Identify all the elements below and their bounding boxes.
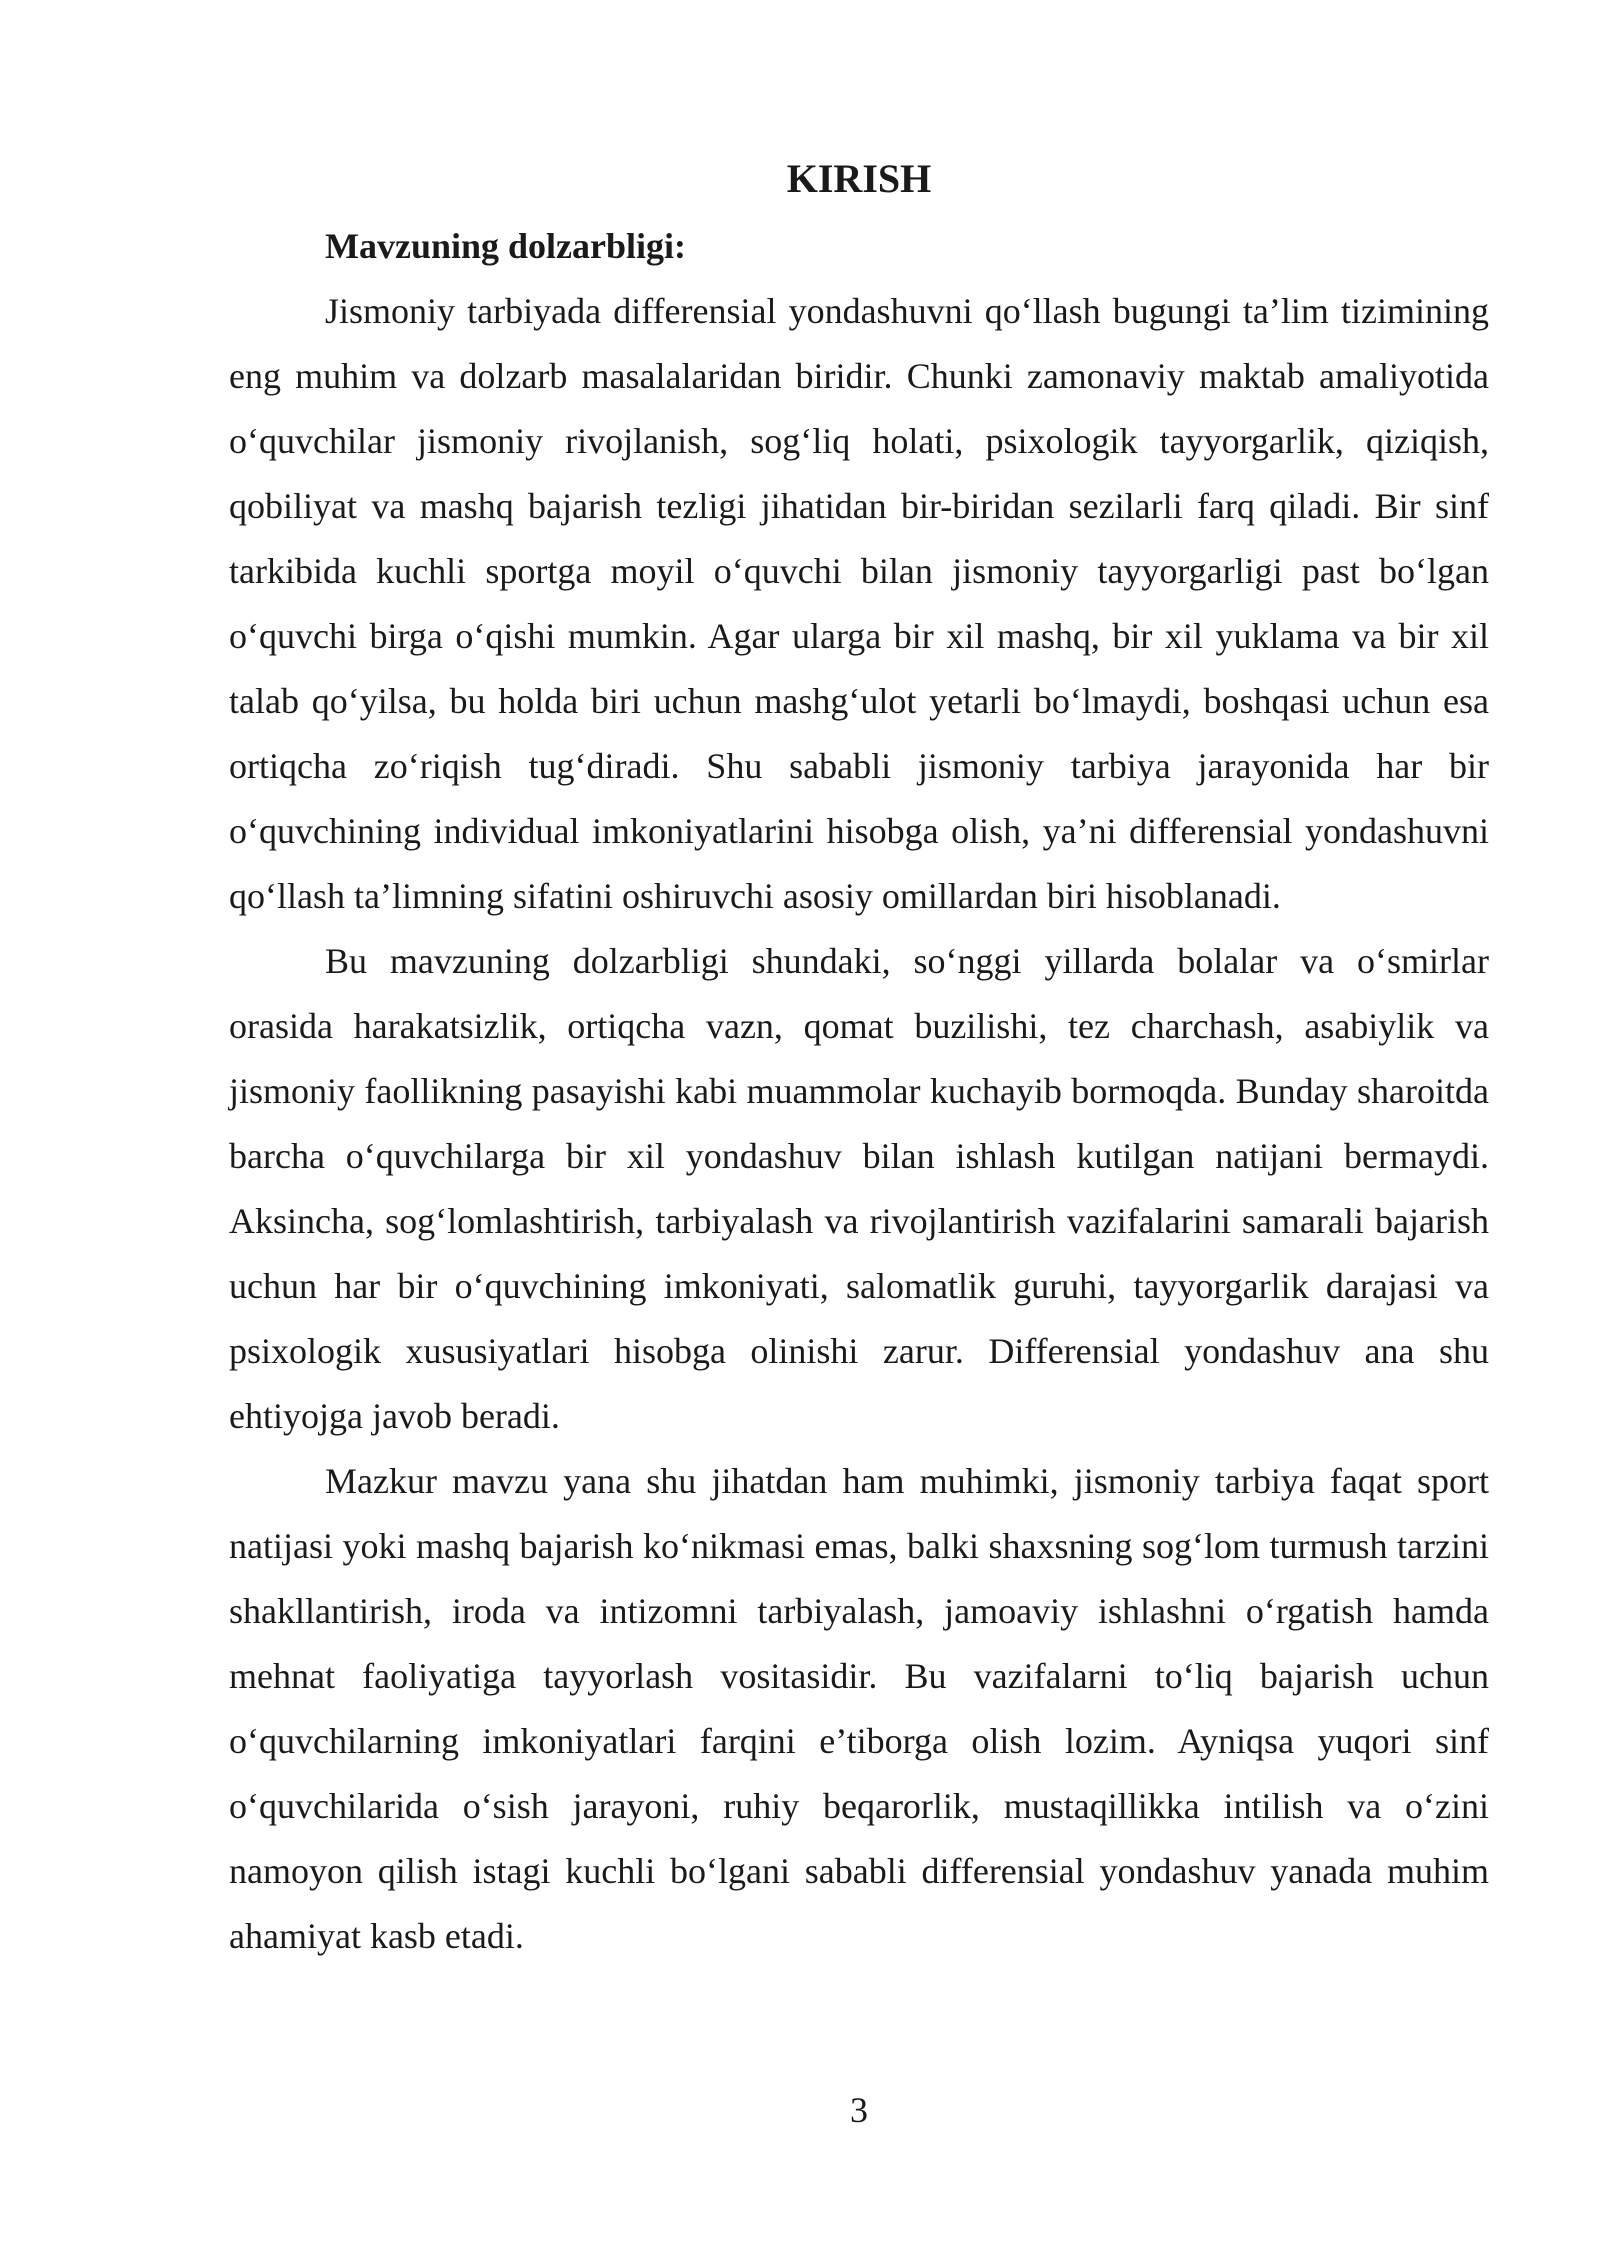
page-title: KIRISH: [786, 156, 932, 201]
page-content: [229, 150, 1489, 1969]
paragraph-2: Bu mavzuning dolzarbligi shundaki, so‘nggi yillarda bolalar va o‘smirlar orasida harakatsizlik, ortiqcha vazn, qomat buzilishi, tez charchash, asabiylik va jismoniy faollikning pasayishi kabi muammolar kuchayib bormoqda. Bunday sharoitda barcha o‘quvchilarga bir xil yondashuv bilan ishlash kutilgan natijani bermaydi. Aksincha, sog‘lomlashtirish, tarbiyalash va rivojlantirish vazifalarini samarali bajarish uchun har bir o‘quvchining imkoniyati, salomatlik guruhi, tayyorgarlik darajasi va psixologik xususiyatlari hisobga olinishi zarur. Differensial yondashuv ana shu ehtiyojga javob beradi.: [229, 941, 1489, 1436]
paragraph-3: Mazkur mavzu yana shu jihatdan ham muhimki, jismoniy tarbiya faqat sport natijasi yoki mashq bajarish ko‘nikmasi emas, balki shaxsning sog‘lom turmush tarzini shakllantirish, iroda va intizomni tarbiyalash, jamoaviy ishlashni o‘rgatish hamda mehnat faoliyatiga tayyorlash vositasidir. Bu vazifalarni to‘liq bajarish uchun o‘quvchilarning imkoniyatlari farqini e’tiborga olish lozim. Ayniqsa yuqori sinf o‘quvchilarida o‘sish jarayoni, ruhiy beqarorlik, mustaqillikka intilish va o‘zini namoyon qilish istagi kuchli bo‘lgani sababli differensial yondashuv yanada muhim ahamiyat kasb etadi.: [229, 1461, 1489, 1956]
paragraph-1: Jismoniy tarbiyada differensial yondashuvni qo‘llash bugungi ta’lim tizimining eng muhim va dolzarb masalalaridan biridir. Chunki zamonaviy maktab amaliyotida o‘quvchilar jismoniy rivojlanish, sog‘liq holati, psixologik tayyorgarlik, qiziqish, qobiliyat va mashq bajarish tezligi jihatidan bir-biridan sezilarli farq qiladi. Bir sinf tarkibida kuchli sportga moyil o‘quvchi bilan jismoniy tayyorgarligi past bo‘lgan o‘quvchi birga o‘qishi mumkin. Agar ularga bir xil mashq, bir xil yuklama va bir xil talab qo‘yilsa, bu holda biri uchun mashg‘ulot yetarli bo‘lmaydi, boshqasi uchun esa ortiqcha zo‘riqish tug‘diradi. Shu sababli jismoniy tarbiya jarayonida har bir o‘quvchining individual imkoniyatlarini hisobga olish, ya’ni differensial yondashuvni qo‘llash ta’limning sifatini oshiruvchi asosiy omillardan biri hisoblanadi.: [229, 291, 1489, 916]
section-subtitle: Mavzuning dolzarbligi:: [325, 226, 687, 266]
page-number: 3: [850, 2090, 868, 2130]
